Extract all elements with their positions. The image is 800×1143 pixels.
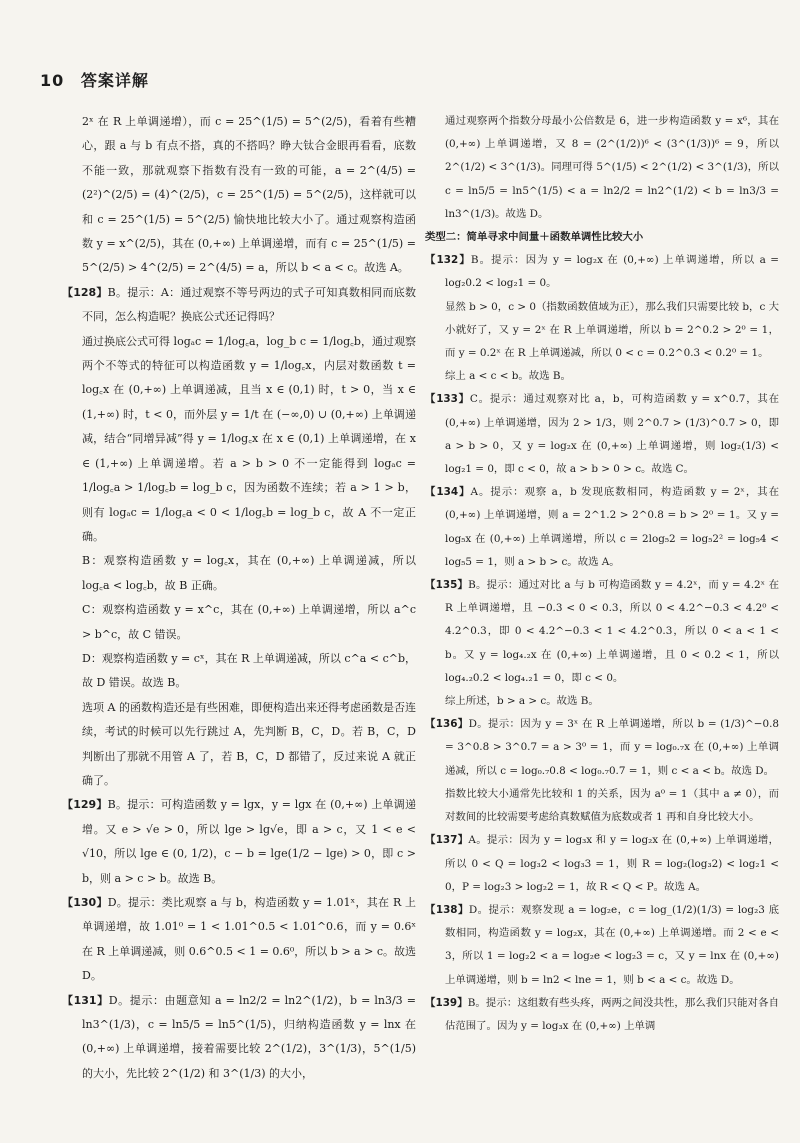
- question-number: 【138】: [425, 903, 469, 916]
- paragraph-text: C：观察构造函数 y = x^c，其在 (0,+∞) 上单调递增，所以 a^c > b^c，故 C 错误。: [82, 603, 416, 641]
- question-number: 【132】: [425, 254, 471, 267]
- answer-paragraph: [425, 690, 779, 713]
- answer-paragraph: [62, 598, 416, 647]
- paragraph-text: B。提示：A：通过观察不等号两边的式子可知真数相同而底数不同，怎么构造呢？换底公式还记得吗？: [82, 285, 416, 324]
- answer-paragraph: [425, 992, 779, 1038]
- answer-paragraph: [425, 110, 779, 226]
- paragraph-text: 选项 A 的函数构造还是有些困难，即便构造出来还得考虑函数是否连续，考试的时候可以先行跳过 A，先判断 B，C，D。若 B，C，D 判断出了那就不用管 A 了，若 B，C，D 都错了，反过来说 A 就正确了。: [82, 700, 416, 787]
- answer-paragraph: [425, 388, 779, 481]
- question-number: 【131】: [62, 993, 109, 1007]
- paragraph-text: 类型二：简单寻求中间量＋函数单调性比较大小: [425, 231, 644, 244]
- answer-paragraph: [62, 330, 416, 550]
- question-number: 【139】: [425, 996, 468, 1009]
- page-number: 10: [40, 71, 65, 90]
- answer-paragraph: [425, 249, 779, 295]
- paragraph-text: B。提示：通过对比 a 与 b 可构造函数 y = 4.2ˣ，而 y = 4.2ˣ 在 R 上单调递增，且 −0.3 < 0 < 0.3，所以 0 < 4.2^−0.3 < 4.2⁰ < 4.2^0.3，即 0 < 4.2^−0.3 < 1 < 4.2^0.3，所以 0 < a < 1 < b。又 y = log₄.₂x 在 (0,+∞) 上单调递增，且 0 < 0.2 < 1，所以 log₄.₂0.2 < log₄.₂1 = 0，即 c < 0。: [445, 579, 779, 684]
- paragraph-text: D。提示：观察发现 a = log₂e，c = log_(1/2)(1/3) = log₂3 底数相同，构造函数 y = log₂x，其在 (0,+∞) 上单调递增。而 2 < e < 3，所以 1 = log₂2 < a = log₂e < log₂3 = c，又 y = lnx 在 (0,+∞) 上单调递增，则 b = ln2 < lne = 1，则 b < a < c。故选 D。: [445, 903, 779, 986]
- paragraph-text: 通过观察两个指数分母最小公倍数是 6，进一步构造函数 y = x⁶，其在 (0,+∞) 上单调递增，又 8 = (2^(1/2))⁶ < (3^(1/3))⁶ = 9，所以 2^(1/2) < 3^(1/3)。同理可得 5^(1/5) < 2^(1/2) < 3^(1/3)，所以 c = ln5/5 = ln5^(1/5) < a = ln2/2 = ln2^(1/2) < b = ln3/3 = ln3^(1/3)。故选 D。: [445, 115, 779, 220]
- answer-paragraph: [62, 793, 416, 891]
- question-number: 【134】: [425, 486, 471, 499]
- paragraph-text: A。提示：因为 y = log₃x 和 y = log₂x 在 (0,+∞) 上单调递增，所以 0 < Q = log₃2 < log₃3 = 1，则 R = log₂(log₃2) < log₂1 < 0，P = log₂3 > log₂2 = 1，故 R < Q < P。故选 A。: [445, 834, 779, 893]
- paragraph-text: C。提示：通过观察对比 a，b，可构造函数 y = x^0.7，其在 (0,+∞) 上单调递增，因为 2 > 1/3，则 2^0.7 > (1/3)^0.7 > 0，即 a > b > 0，又 y = log₂x 在 (0,+∞) 上单调递增，则 log₂(1/3) < log₂1 = 0，即 c < 0，故 a > b > 0 > c。故选 C。: [445, 393, 779, 476]
- page-header: [40, 68, 149, 91]
- answer-paragraph: [62, 110, 416, 281]
- section-heading: [425, 226, 779, 249]
- paragraph-text: D。提示：类比观察 a 与 b，构造函数 y = 1.01ˣ，其在 R 上单调递增，故 1.01⁰ = 1 < 1.01^0.5 < 1.01^0.6，而 y = 0.6ˣ 在 R 上单调递减，则 0.6^0.5 < 1 = 0.6⁰，所以 b > a > c。故选 D。: [82, 896, 416, 983]
- question-number: 【136】: [425, 718, 469, 731]
- paragraph-text: 综上 a < c < b。故选 B。: [445, 370, 571, 383]
- paragraph-text: D。提示：由题意知 a = ln2/2 = ln2^(1/2)，b = ln3/3 = ln3^(1/3)，c = ln5/5 = ln5^(1/5)，归纳构造函数 y = lnx 在 (0,+∞) 上单调递增，接着需要比较 2^(1/2)，3^(1/3)，5^(1/5) 的大小，先比较 2^(1/2) 和 3^(1/3) 的大小，: [82, 993, 416, 1080]
- question-number: 【130】: [62, 896, 108, 909]
- question-number: 【128】: [62, 285, 108, 299]
- paragraph-text: A。提示：观察 a，b 发现底数相同，构造函数 y = 2ˣ，其在 (0,+∞) 上单调递增，则 a = 2^1.2 > 2^0.8 = b > 2⁰ = 1。又 y = log₅x 在 (0,+∞) 上单调递增，所以 c = 2log₅2 = log₅2² = log₅4 < log₅5 = 1，则 a > b > c。故选 A。: [445, 486, 779, 568]
- answer-paragraph: [425, 899, 779, 992]
- paragraph-text: B。提示：因为 y = log₂x 在 (0,+∞) 上单调递增，所以 a = log₂0.2 < log₂1 = 0。: [445, 254, 779, 290]
- paragraph-text: B。提示：这组数有些头疼，两两之间没共性，那么我们只能对各自估范围了。因为 y = log₃x 在 (0,+∞) 上单调: [445, 996, 779, 1032]
- paragraph-text: 综上所述，b > a > c。故选 B。: [445, 695, 599, 708]
- right-column: [425, 110, 779, 1038]
- question-number: 【137】: [425, 834, 469, 847]
- left-column: [62, 110, 416, 1086]
- paragraph-text: 通过换底公式可得 logₐc = 1/log꜀a，log_b c = 1/log꜀b，通过观察两个不等式的特征可以构造函数 y = 1/log꜀x，内层对数函数 t = log꜀x 在 (0,+∞) 上单调递减，且当 x ∈ (0,1) 时，t > 0，当 x ∈ (1,+∞) 时，t < 0，而外层 y = 1/t 在 (−∞,0) ∪ (0,+∞) 上单调递减，结合“同增异减”得 y = 1/log꜀x 在 x ∈ (0,1) 上单调递增，在 x ∈ (1,+∞) 上单调递增。若 a > b > 0 不一定能得到 logₐc = 1/log꜀a > 1/log꜀b = log_b c，因为函数不连续；若 a > 1 > b，则有 logₐc = 1/log꜀a < 0 < 1/log꜀b = log_b c，故 A 不一定正确。: [82, 334, 416, 543]
- page-title: 答案详解: [80, 71, 149, 90]
- answer-paragraph: [425, 481, 779, 574]
- answer-paragraph: [62, 696, 416, 794]
- answer-paragraph: [425, 829, 779, 899]
- paragraph-text: D。提示：因为 y = 3ˣ 在 R 上单调递增，所以 b = (1/3)^−0.8 = 3^0.8 > 3^0.7 = a > 3⁰ = 1，而 y = log₀.₇x 在 (0,+∞) 上单调递减，所以 c = log₀.₇0.8 < log₀.₇0.7 = 1，则 c < a < b。故选 D。: [445, 718, 779, 777]
- paragraph-text: 2ˣ 在 R 上单调递增），而 c = 25^(1/5) = 5^(2/5)，看着有些糟心，跟 a 与 b 有点不搭，真的不搭吗？睁大钛合金眼再看看，底数不能一致，那就观察下指数有没有一致的可能，a = 2^(4/5) = (2²)^(2/5) = (4)^(2/5)，c = 25^(1/5) = 5^(2/5)，这样就可以和 c = 25^(1/5) = 5^(2/5) 愉快地比较大小了。通过观察构造函数 y = x^(2/5)，其在 (0,+∞) 上单调递增，而有 c = 25^(1/5) = 5^(2/5) > 4^(2/5) = 2^(4/5) = a，所以 b < a < c。故选 A。: [82, 115, 416, 275]
- paragraph-text: B。提示：可构造函数 y = lgx，y = lgx 在 (0,+∞) 上单调递增。又 e > √e > 0，所以 lge > lg√e，即 a > c，又 1 < e < √10，所以 lge ∈ (0, 1/2)，c − b = lge(1/2 − lge) > 0，即 c > b，则 a > c > b。故选 B。: [82, 798, 417, 885]
- paragraph-text: 指数比较大小通常先比较和 1 的关系，因为 a⁰ = 1（其中 a ≠ 0），而对数间的比较需要考虑给真数赋值为底数或者 1 再和自身比较大小。: [445, 787, 779, 824]
- answer-paragraph: [425, 365, 779, 388]
- answer-paragraph: [425, 296, 779, 366]
- question-number: 【133】: [425, 393, 470, 406]
- answer-paragraph: [62, 549, 416, 598]
- paragraph-text: 显然 b > 0，c > 0（指数函数值域为正），那么我们只需要比较 b，c 大小就好了，又 y = 2ˣ 在 R 上单调递增，所以 b = 2^0.2 > 2⁰ = 1，而 y = 0.2ˣ 在 R 上单调递减，所以 0 < c = 0.2^0.3 < 0.2⁰ = 1。: [445, 300, 779, 360]
- answer-paragraph: [62, 281, 416, 330]
- answer-paragraph: [62, 891, 416, 989]
- answer-paragraph: [425, 783, 779, 829]
- question-number: 【135】: [425, 579, 469, 592]
- paragraph-text: D：观察构造函数 y = cˣ，其在 R 上单调递减，所以 c^a < c^b，故 D 错误。故选 B。: [82, 651, 416, 690]
- question-number: 【129】: [62, 798, 108, 812]
- paragraph-text: B：观察构造函数 y = log꜀x，其在 (0,+∞) 上单调递减，所以 log꜀a < log꜀b，故 B 正确。: [82, 554, 416, 592]
- answer-paragraph: [425, 713, 779, 783]
- answer-paragraph: [62, 989, 416, 1087]
- answer-paragraph: [62, 647, 416, 696]
- answer-paragraph: [425, 574, 779, 690]
